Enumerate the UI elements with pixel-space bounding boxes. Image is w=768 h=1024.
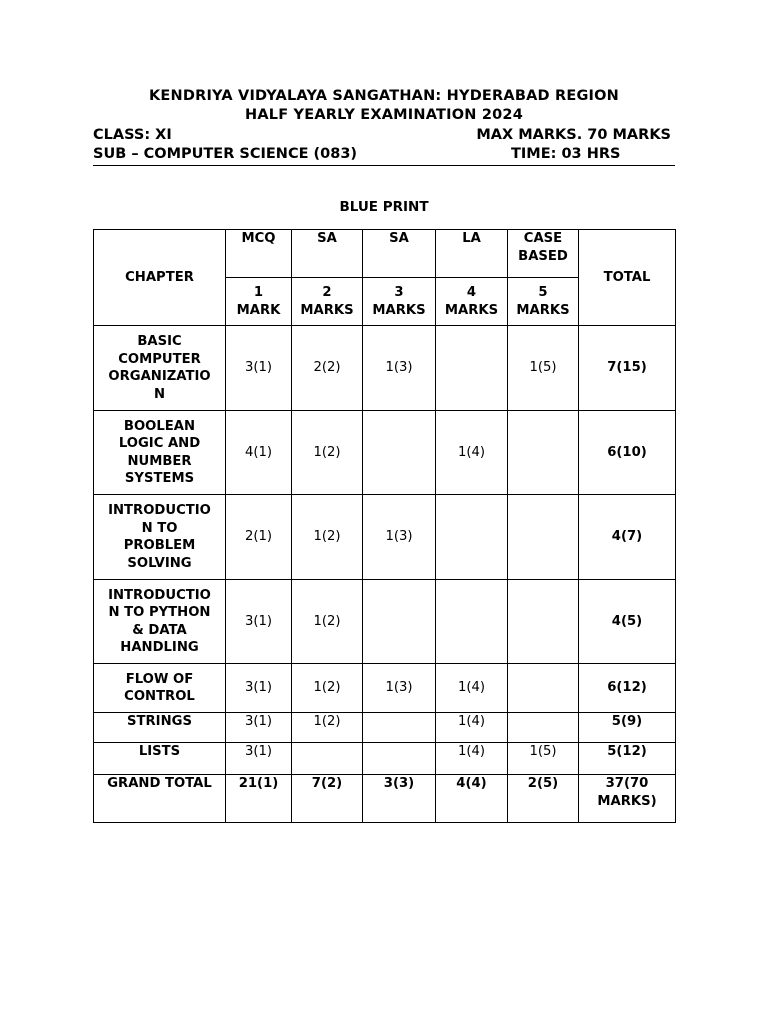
marks-cell: 1(2) <box>292 713 363 743</box>
row-total: 5(12) <box>579 743 676 775</box>
grand-total-label: GRAND TOTAL <box>94 775 226 823</box>
chapter-column-header: CHAPTER <box>94 230 226 326</box>
max-marks: MAX MARKS. 70 MARKS <box>476 127 671 143</box>
grand-total-cell: 21(1) <box>226 775 292 823</box>
marks-cell: 1(5) <box>508 743 579 775</box>
table-row <box>94 495 676 580</box>
marks-cell: 1(4) <box>436 664 508 713</box>
chapter-name: INTRODUCTIO N TO PYTHON & DATA HANDLING <box>94 580 226 664</box>
grand-total-value: 37(70 MARKS) <box>579 775 676 823</box>
marks-cell <box>508 664 579 713</box>
table-row <box>94 743 676 775</box>
chapter-name: FLOW OF CONTROL <box>94 664 226 713</box>
table-row <box>94 411 676 495</box>
row-total: 7(15) <box>579 326 676 411</box>
marks-cell: 1(3) <box>363 326 436 411</box>
marks-header: 3 MARKS <box>363 278 436 326</box>
org-heading: KENDRIYA VIDYALAYA SANGATHAN: HYDERABAD REGION <box>148 88 620 104</box>
marks-cell <box>436 580 508 664</box>
marks-cell: 1(4) <box>436 713 508 743</box>
subject-label: SUB – COMPUTER SCIENCE (083) <box>93 146 358 162</box>
marks-cell <box>508 495 579 580</box>
question-type-header: SA <box>292 230 363 278</box>
marks-cell: 1(4) <box>436 743 508 775</box>
grand-total-row <box>94 775 676 823</box>
chapter-name: INTRODUCTIO N TO PROBLEM SOLVING <box>94 495 226 580</box>
row-total: 4(7) <box>579 495 676 580</box>
time-label: TIME: 03 HRS <box>511 146 621 162</box>
row-total: 4(5) <box>579 580 676 664</box>
chapter-name: BASIC COMPUTER ORGANIZATIO N <box>94 326 226 411</box>
exam-heading: HALF YEARLY EXAMINATION 2024 <box>245 107 523 123</box>
marks-cell: 2(1) <box>226 495 292 580</box>
marks-cell: 3(1) <box>226 580 292 664</box>
marks-cell: 1(3) <box>363 664 436 713</box>
table-row <box>94 664 676 713</box>
marks-cell <box>508 713 579 743</box>
marks-cell: 3(1) <box>226 743 292 775</box>
marks-cell <box>363 713 436 743</box>
table-row <box>94 713 676 743</box>
blueprint-table <box>93 229 676 823</box>
marks-cell <box>363 743 436 775</box>
marks-cell <box>508 580 579 664</box>
row-total: 6(10) <box>579 411 676 495</box>
table-row <box>94 326 676 411</box>
question-type-header: CASE BASED <box>508 230 579 278</box>
row-total: 6(12) <box>579 664 676 713</box>
marks-cell <box>436 495 508 580</box>
marks-cell <box>363 411 436 495</box>
marks-cell <box>292 743 363 775</box>
chapter-name: LISTS <box>94 743 226 775</box>
table-header-row <box>94 230 676 278</box>
question-type-header: MCQ <box>226 230 292 278</box>
blueprint-title: BLUE PRINT <box>339 199 429 215</box>
header-divider <box>93 165 675 166</box>
marks-cell: 1(4) <box>436 411 508 495</box>
marks-cell: 1(2) <box>292 580 363 664</box>
marks-cell: 2(2) <box>292 326 363 411</box>
marks-cell: 1(2) <box>292 411 363 495</box>
grand-total-cell: 2(5) <box>508 775 579 823</box>
marks-cell: 4(1) <box>226 411 292 495</box>
marks-header: 2 MARKS <box>292 278 363 326</box>
marks-header: 1 MARK <box>226 278 292 326</box>
class-label: CLASS: XI <box>93 127 172 143</box>
table-row <box>94 580 676 664</box>
marks-header: 5 MARKS <box>508 278 579 326</box>
marks-cell: 3(1) <box>226 326 292 411</box>
question-type-header: LA <box>436 230 508 278</box>
marks-cell: 1(2) <box>292 495 363 580</box>
marks-cell: 3(1) <box>226 713 292 743</box>
grand-total-cell: 3(3) <box>363 775 436 823</box>
question-type-header: SA <box>363 230 436 278</box>
marks-cell: 1(2) <box>292 664 363 713</box>
marks-cell <box>508 411 579 495</box>
row-total: 5(9) <box>579 713 676 743</box>
grand-total-cell: 4(4) <box>436 775 508 823</box>
grand-total-cell: 7(2) <box>292 775 363 823</box>
chapter-name: BOOLEAN LOGIC AND NUMBER SYSTEMS <box>94 411 226 495</box>
marks-cell: 1(3) <box>363 495 436 580</box>
marks-cell: 1(5) <box>508 326 579 411</box>
marks-header: 4 MARKS <box>436 278 508 326</box>
marks-cell: 3(1) <box>226 664 292 713</box>
marks-cell <box>436 326 508 411</box>
marks-cell <box>363 580 436 664</box>
total-column-header: TOTAL <box>579 230 676 326</box>
chapter-name: STRINGS <box>94 713 226 743</box>
